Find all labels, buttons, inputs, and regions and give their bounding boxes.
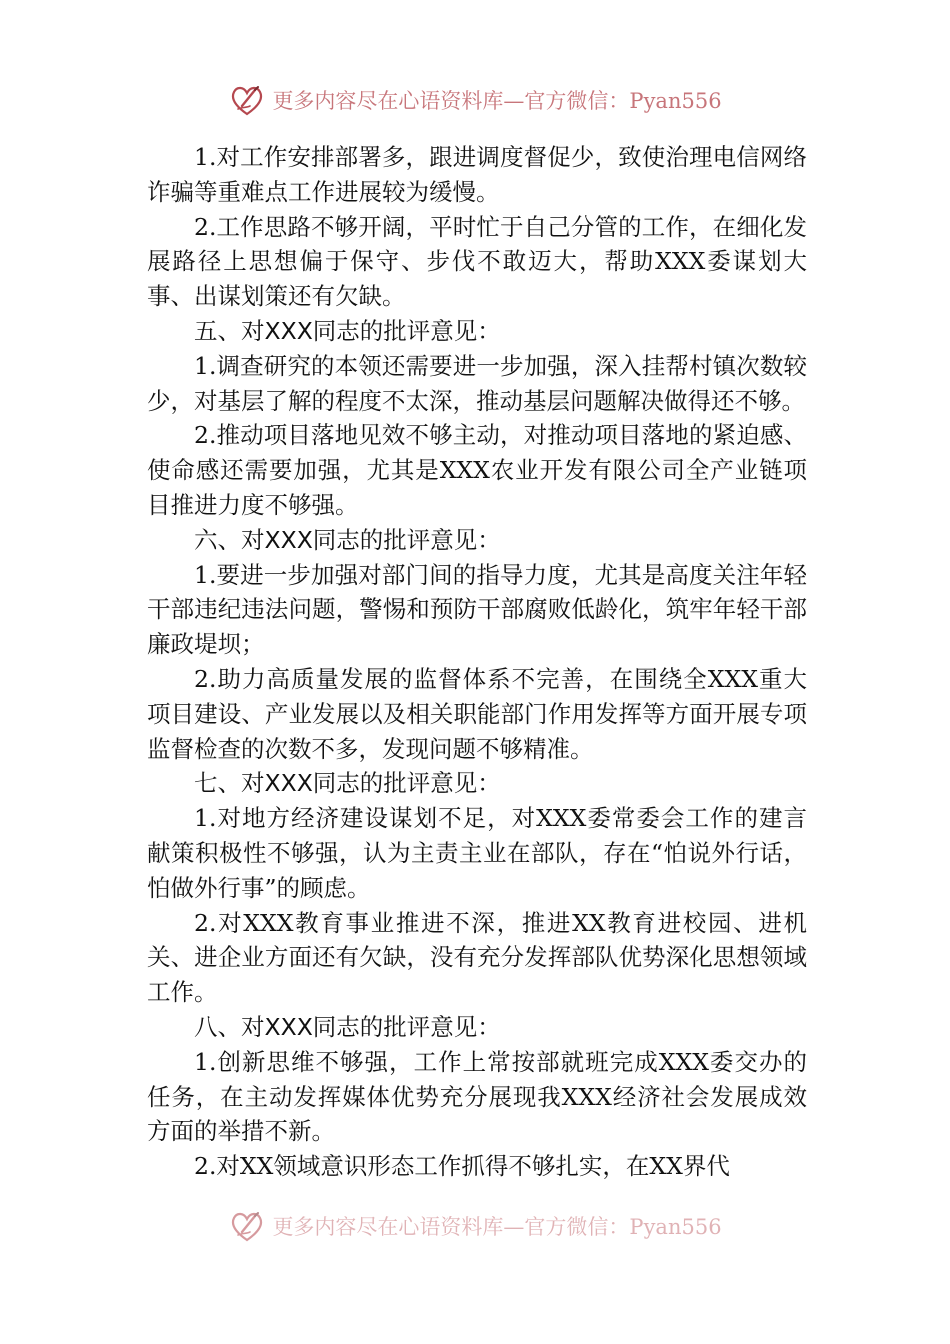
watermark-text: 更多内容尽在心语资料库—官方微信：Pyan556	[272, 1215, 722, 1239]
paragraph-item: 2.助力高质量发展的监督体系不完善，在围绕全XXX重大项目建设、产业发展以及相关职能部门作用发挥等方面开展专项监督检查的次数不多，发现问题不够精准。	[147, 664, 807, 763]
paragraph-item: 1.对工作安排部署多，跟进调度督促少，致使治理电信网络诈骗等重难点工作进展较为缓慢。	[147, 143, 807, 206]
heart-pen-logo-icon	[228, 81, 266, 119]
paragraph-item: 2.对XXX教育事业推进不深，推进XX教育进校园、进机关、进企业方面还有欠缺，没有充分发挥部队优势深化思想领域工作。	[147, 908, 807, 1007]
section-heading-8: 八、对XXX同志的批评意见：	[194, 1012, 501, 1041]
footer-watermark	[0, 1206, 950, 1246]
section-heading-6: 六、对XXX同志的批评意见：	[194, 525, 501, 554]
heart-pen-logo-icon	[228, 1207, 266, 1245]
header-watermark	[0, 80, 950, 120]
watermark-text: 更多内容尽在心语资料库—官方微信：Pyan556	[272, 89, 722, 113]
document-body	[147, 140, 807, 1184]
paragraph-item: 2.工作思路不够开阔，平时忙于自己分管的工作，在细化发展路径上思想偏于保守、步伐不敢迈大，帮助XXX委谋划大事、出谋划策还有欠缺。	[147, 212, 807, 311]
paragraph-item: 1.对地方经济建设谋划不足，对XXX委常委会工作的建言献策积极性不够强，认为主责主业在部队，存在“怕说外行话，怕做外行事”的顾虑。	[147, 804, 807, 902]
paragraph-item: 1.创新思维不够强，工作上常按部就班完成XXX委交办的任务，在主动发挥媒体优势充分展现我XXX经济社会发展成效方面的举措不新。	[147, 1047, 807, 1146]
paragraph-item: 2.推动项目落地见效不够主动，对推动项目落地的紧迫感、使命感还需要加强，尤其是XXX农业开发有限公司全产业链项目推进力度不够强。	[147, 421, 807, 519]
paragraph-item: 1.要进一步加强对部门间的指导力度，尤其是高度关注年轻干部违纪违法问题，警惕和预防干部腐败低龄化，筑牢年轻干部廉政堤坝；	[147, 560, 807, 659]
paragraph-item: 2.对XX领域意识形态工作抓得不够扎实，在XX界代	[194, 1152, 730, 1181]
section-heading-5: 五、对XXX同志的批评意见：	[194, 316, 501, 345]
section-heading-7: 七、对XXX同志的批评意见：	[194, 769, 501, 798]
paragraph-item: 1.调查研究的本领还需要进一步加强，深入挂帮村镇次数较少，对基层了解的程度不太深，推动基层问题解决做得还不够。	[147, 351, 807, 415]
